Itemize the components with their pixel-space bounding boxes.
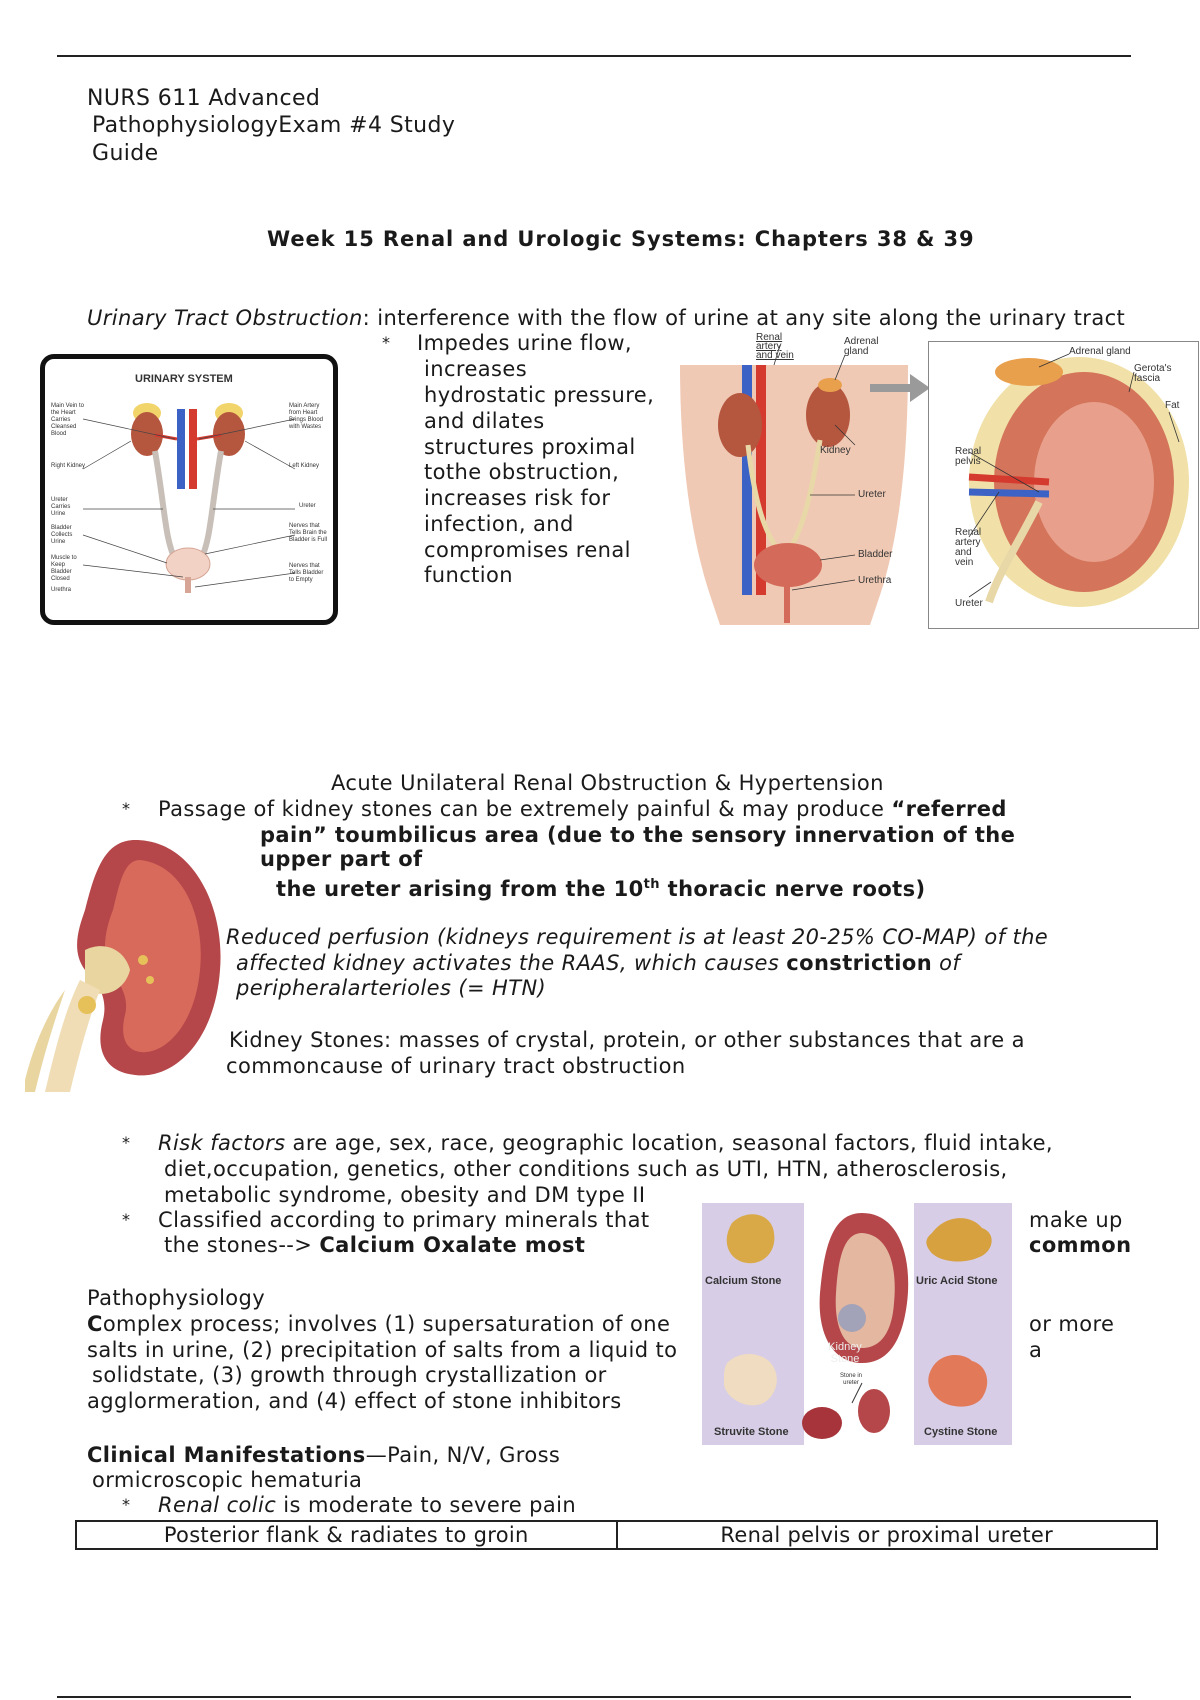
fig-label-nerves-full: Nerves that Tells Brain the Bladder is Full bbox=[289, 523, 328, 543]
body-label-renal-artery: Renal artery and vein bbox=[756, 332, 794, 361]
perfusion-line-2-bold: constriction bbox=[786, 951, 933, 975]
fig-label-left-kidney: Left Kidney bbox=[289, 463, 320, 469]
uto-line-2: increases bbox=[424, 357, 528, 381]
doc-title-line2: PathophysiologyExam #4 Study bbox=[92, 113, 456, 138]
kidney-stones-line-2: commoncause of urinary tract obstruction bbox=[226, 1054, 686, 1078]
classified-line-1-left: Classified according to primary minerals that bbox=[158, 1208, 650, 1232]
fig-label-nerves-empty: Nerves that Tells Bladder to Empty bbox=[289, 563, 324, 583]
uto-line-9: compromises renal bbox=[424, 538, 631, 562]
perfusion-line-2 bbox=[236, 950, 960, 976]
uto-bullet: * bbox=[382, 333, 391, 352]
risk-line-1 bbox=[158, 1130, 1053, 1156]
table-cell-location: Posterior flank & radiates to groin bbox=[76, 1521, 617, 1549]
body-label-kidney: Kidney bbox=[820, 445, 851, 456]
acute-line-1 bbox=[158, 796, 1007, 822]
patho-line-1-text: omplex process; involves (1) supersaturation of one bbox=[102, 1312, 671, 1336]
classified-line-2-left bbox=[164, 1232, 585, 1258]
clinical-line-1 bbox=[87, 1442, 560, 1468]
stones-figure bbox=[702, 1203, 1012, 1445]
fig-label-ureter-left: Ureter Carries Urine bbox=[51, 497, 71, 517]
urinary-system-figure bbox=[40, 354, 338, 625]
acute-bullet: * bbox=[122, 799, 131, 818]
kidney-cross-section-drawing bbox=[929, 342, 1198, 628]
clinical-heading: Clinical Manifestations bbox=[87, 1443, 366, 1467]
kidney-illustration bbox=[25, 830, 225, 1092]
renal-colic-table bbox=[75, 1520, 1158, 1550]
kidney-detail-figure bbox=[928, 341, 1199, 629]
uto-line-1: Impedes urine flow, bbox=[417, 331, 632, 355]
classified-line-2-bold: Calcium Oxalate most bbox=[319, 1233, 586, 1257]
risk-line-3: metabolic syndrome, obesity and DM type II bbox=[164, 1183, 646, 1207]
fig-label-ureter-right: Ureter bbox=[299, 503, 316, 509]
classified-bullet: * bbox=[122, 1210, 131, 1229]
clinical-bullet: * bbox=[122, 1495, 131, 1514]
patho-line-2-right: a bbox=[1029, 1338, 1043, 1362]
table-row bbox=[76, 1521, 1157, 1549]
stone-label-calcium: Calcium Stone bbox=[705, 1275, 782, 1287]
clinical-rest: —Pain, N/V, Gross bbox=[365, 1443, 561, 1467]
patho-line-1-cap: C bbox=[87, 1312, 103, 1336]
acute-line-4-sup: th bbox=[643, 877, 660, 892]
doc-title-line1: NURS 611 Advanced bbox=[87, 86, 321, 111]
detail-label-renal-pelvis: Renal pelvis bbox=[955, 446, 982, 467]
fig-label-main-vein: Main Vein to the Heart Carries Cleansed Blood bbox=[51, 403, 85, 437]
clinical-line-2: ormicroscopic hematuria bbox=[92, 1468, 363, 1492]
uto-line-8: infection, and bbox=[424, 512, 574, 536]
patho-line-2: salts in urine, (2) precipitation of salts from a liquid to bbox=[87, 1338, 678, 1362]
detail-label-ureter: Ureter bbox=[955, 598, 983, 609]
stone-label-ureter: Stone in ureter bbox=[839, 1373, 863, 1386]
detail-label-adrenal: Adrenal gland bbox=[1069, 346, 1131, 357]
top-rule bbox=[57, 55, 1131, 57]
week-heading: Week 15 Renal and Urologic Systems: Chapters 38 & 39 bbox=[267, 227, 975, 251]
risk-line-2: diet,occupation, genetics, other conditions such as UTI, HTN, atherosclerosis, bbox=[164, 1157, 1008, 1181]
classified-line-2-a: the stones--> bbox=[164, 1233, 320, 1257]
fig-label-main-artery: Main Artery from Heart Brings Blood with Wastes bbox=[289, 403, 324, 430]
body-label-urethra: Urethra bbox=[858, 575, 892, 586]
fig-label-right-kidney: Right Kidney bbox=[51, 463, 86, 469]
uto-line-10: function bbox=[424, 563, 513, 587]
perfusion-line-1: Reduced perfusion (kidneys requirement is at least 20-25% CO-MAP) of the bbox=[226, 925, 1049, 949]
risk-term: Risk factors bbox=[158, 1131, 286, 1155]
renal-colic-line bbox=[158, 1492, 576, 1518]
uto-line-3: hydrostatic pressure, bbox=[424, 383, 655, 407]
risk-bullet: * bbox=[122, 1133, 131, 1152]
perfusion-line-2-c: of bbox=[932, 951, 961, 975]
stones-drawing bbox=[702, 1203, 1012, 1445]
fig-label-bladder: Bladder Collects Urine bbox=[51, 525, 73, 545]
acute-line-2: pain” toumbilicus area (due to the sensory innervation of the bbox=[260, 823, 1016, 847]
patho-line-4: agglormeration, and (4) effect of stone inhibitors bbox=[87, 1389, 622, 1413]
acute-line-4-b: thoracic nerve roots) bbox=[659, 877, 926, 901]
uto-term: Urinary Tract Obstruction bbox=[87, 306, 363, 330]
stone-label-cystine: Cystine Stone bbox=[924, 1426, 998, 1438]
body-label-bladder: Bladder bbox=[858, 549, 893, 560]
uto-definition bbox=[87, 305, 1125, 331]
patho-heading: Pathophysiology bbox=[87, 1286, 266, 1310]
patho-line-1 bbox=[87, 1311, 670, 1337]
classified-line-2-right: common bbox=[1029, 1233, 1132, 1257]
bottom-rule bbox=[57, 1696, 1131, 1698]
uto-line-4: and dilates bbox=[424, 409, 545, 433]
stone-label-struvite: Struvite Stone bbox=[714, 1426, 789, 1438]
acute-line-3: upper part of bbox=[260, 847, 423, 871]
acute-line-1-text: Passage of kidney stones can be extremely painful & may produce bbox=[158, 797, 892, 821]
table-cell-site: Renal pelvis or proximal ureter bbox=[617, 1521, 1158, 1549]
renal-colic-term: Renal colic bbox=[158, 1493, 277, 1517]
uto-line-7: increases risk for bbox=[424, 486, 611, 510]
acute-line-1-bold: “referred bbox=[891, 797, 1007, 821]
patho-line-1-right: or more bbox=[1029, 1312, 1115, 1336]
uto-line-6: tothe obstruction, bbox=[424, 460, 620, 484]
perfusion-line-2-a: affected kidney activates the RAAS, which causes bbox=[236, 951, 787, 975]
kidney-stones-line-1: Kidney Stones: masses of crystal, protein, or other substances that are a bbox=[229, 1028, 1025, 1052]
renal-colic-rest: is moderate to severe pain bbox=[276, 1493, 577, 1517]
acute-line-4 bbox=[276, 872, 926, 902]
uto-line-5: structures proximal bbox=[424, 435, 636, 459]
patho-line-3: solidstate, (3) growth through crystallization or bbox=[92, 1363, 607, 1387]
detail-label-gerota: Gerota's fascia bbox=[1134, 363, 1172, 384]
fig-label-urethra: Urethra bbox=[51, 587, 72, 593]
acute-line-4-a: the ureter arising from the 10 bbox=[276, 877, 644, 901]
stone-label-kidney: Kidney Stone bbox=[828, 1341, 862, 1365]
stone-label-uric: Uric Acid Stone bbox=[916, 1275, 998, 1287]
body-label-ureter: Ureter bbox=[858, 489, 886, 500]
fig-label-muscle: Muscle to Keep Bladder Closed bbox=[51, 555, 77, 582]
uto-definition-text: : interference with the flow of urine at any site along the urinary tract bbox=[362, 306, 1126, 330]
doc-title-line3: Guide bbox=[92, 141, 159, 166]
perfusion-line-3: peripheralarterioles (= HTN) bbox=[236, 976, 547, 1000]
risk-line-1-rest: are age, sex, race, geographic location, seasonal factors, fluid intake, bbox=[285, 1131, 1053, 1155]
acute-heading: Acute Unilateral Renal Obstruction & Hypertension bbox=[331, 771, 884, 795]
classified-line-1-right: make up bbox=[1029, 1208, 1123, 1232]
urinary-system-figure-title: URINARY SYSTEM bbox=[135, 373, 233, 385]
body-label-adrenal: Adrenal gland bbox=[844, 336, 879, 357]
detail-label-fat: Fat bbox=[1165, 400, 1180, 411]
zoom-arrow-icon bbox=[870, 370, 932, 406]
detail-label-renal-artery: Renal artery and vein bbox=[955, 527, 982, 568]
